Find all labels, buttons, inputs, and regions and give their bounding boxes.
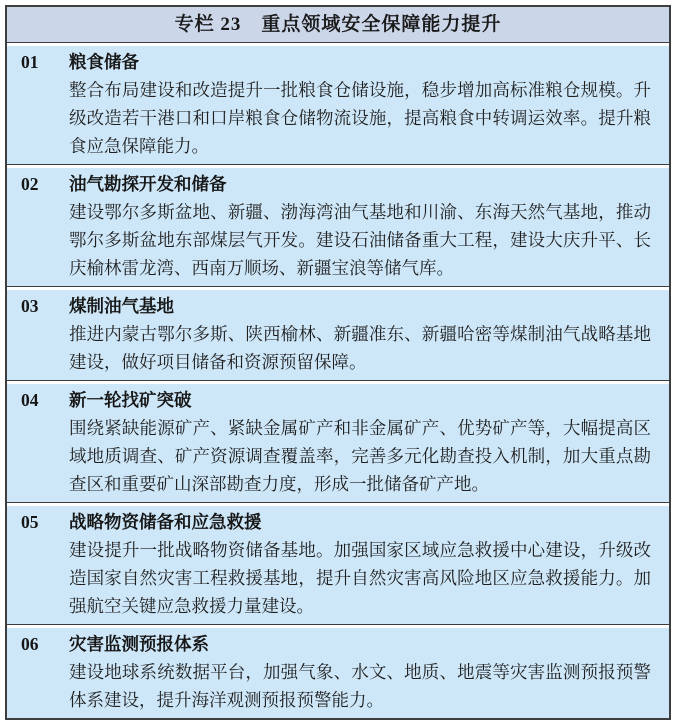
section-title: 战略物资储备和应急救援 [69,512,262,532]
section-number: 01 [21,52,39,72]
section-oil-gas-exploration [7,168,669,287]
section-heading [21,630,651,658]
section-coal-to-oil-gas-bases [7,290,669,381]
section-body: 推进内蒙古鄂尔多斯、陕西榆林、新疆准东、新疆哈密等煤制油气战略基地建设，做好项目储备和资源预留保障。 [69,324,651,372]
section-number: 03 [21,296,39,316]
section-disaster-monitoring [7,628,669,718]
section-heading [21,292,651,320]
section-title: 新一轮找矿突破 [69,390,192,410]
section-title: 粮食储备 [69,52,139,72]
section-heading [21,48,651,76]
section-body: 整合布局建设和改造提升一批粮食仓储设施，稳步增加高标准粮仓规模。升级改造若干港口和口岸粮食仓储物流设施，提高粮食中转调运效率。提升粮食应急保障能力。 [69,80,651,156]
section-number: 02 [21,174,39,194]
box-panel [5,5,671,720]
section-title: 油气勘探开发和储备 [69,174,227,194]
section-body: 建设提升一批战略物资储备基地。加强国家区域应急救援中心建设，升级改造国家自然灾害工程救援基地，提升自然灾害高风险地区应急救援能力。加强航空关键应急救援力量建设。 [69,540,651,616]
section-strategic-reserves-rescue [7,506,669,625]
panel-title: 专栏 23 重点领域安全保障能力提升 [7,7,669,43]
section-number: 05 [21,512,39,532]
section-number: 04 [21,390,39,410]
section-title: 灾害监测预报体系 [69,634,209,654]
section-heading [21,170,651,198]
section-number: 06 [21,634,39,654]
section-body: 建设鄂尔多斯盆地、新疆、渤海湾油气基地和川渝、东海天然气基地，推动鄂尔多斯盆地东部煤层气开发。建设石油储备重大工程，建设大庆升平、长庆榆林雷龙湾、西南万顺场、新疆宝浪等储气库。 [69,202,651,278]
section-heading [21,508,651,536]
section-mineral-prospecting [7,384,669,503]
section-body: 建设地球系统数据平台，加强气象、水文、地质、地震等灾害监测预报预警体系建设，提升海洋观测预报预警能力。 [69,662,651,710]
section-body: 围绕紧缺能源矿产、紧缺金属矿产和非金属矿产、优势矿产等，大幅提高区域地质调查、矿产资源调查覆盖率，完善多元化勘查投入机制，加大重点勘查区和重要矿山深部勘查力度，形成一批储备矿产地。 [69,418,651,494]
section-title: 煤制油气基地 [69,296,174,316]
section-heading [21,386,651,414]
section-grain-reserves [7,46,669,165]
